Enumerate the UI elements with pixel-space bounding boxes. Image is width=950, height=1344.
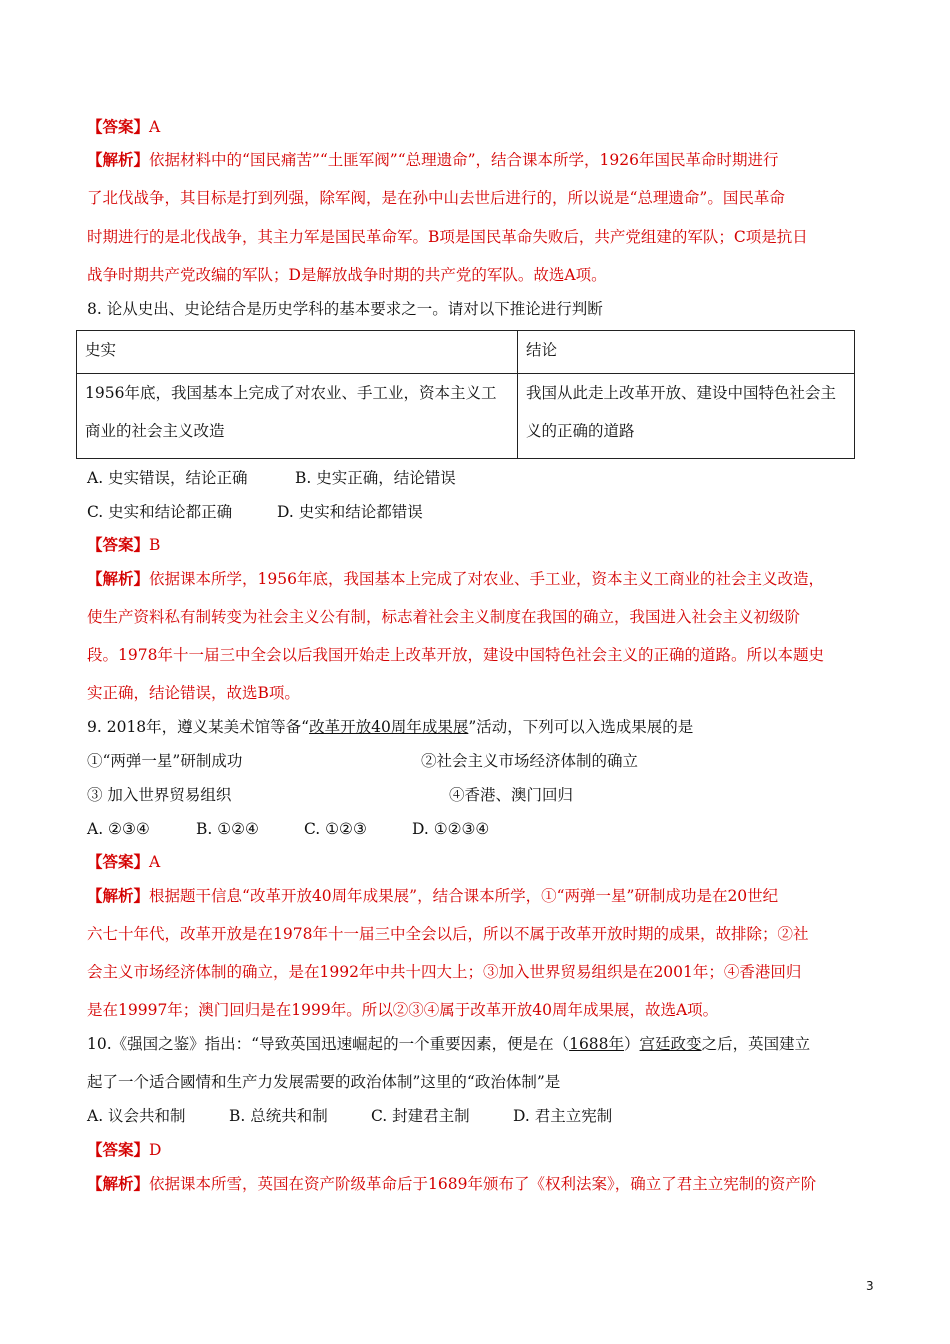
option-a[interactable]: A. 史实错误，结论正确	[87, 469, 248, 487]
q10-options	[87, 1106, 612, 1126]
answer-tag: 【答案】	[87, 852, 150, 871]
option-b[interactable]: B. 总统共和制	[229, 1107, 328, 1125]
option-a[interactable]: A. ②③④	[87, 820, 150, 838]
table-row	[77, 374, 855, 459]
page-number: 3	[866, 1279, 874, 1293]
q8-analysis-line-3: 段。1978年十一届三中全会以后我国开始走上改革开放，建设中国特色社会主义的正确的道路。所以本题史	[87, 646, 824, 664]
q10-stem-line-1: 10.《强国之鉴》指出：“导致英国迅速崛起的一个重要因素，便是在（1688年）宫廷政变之后，英国建立	[87, 1035, 811, 1053]
table-header-row	[77, 331, 855, 374]
q9-options	[87, 819, 489, 839]
table-header-fact: 史实	[77, 331, 518, 374]
item-3: ③ 加入世界贸易组织	[87, 786, 232, 804]
answer-tag: 【答案】	[87, 535, 150, 554]
table-header-conclusion: 结论	[518, 331, 855, 374]
analysis-tag: 【解析】	[87, 150, 150, 169]
q8-options-row-1	[87, 468, 456, 488]
q7-answer	[87, 117, 160, 137]
answer-tag: 【答案】	[87, 1140, 150, 1159]
underlined-year: 1688年	[569, 1035, 625, 1053]
q7-analysis-line-2: 了北伐战争，其目标是打到列强，除军阀，是在孙中山去世后进行的，所以说是“总理遗命”。国民革命	[87, 189, 785, 207]
option-b[interactable]: B. 史实正确，结论错误	[295, 469, 456, 487]
item-2: ②社会主义市场经济体制的确立	[421, 752, 639, 770]
underlined-event: 宫廷政变	[639, 1035, 702, 1053]
q9-items-row-2	[87, 785, 573, 805]
option-c[interactable]: C. ①②③	[304, 820, 367, 838]
q8-stem: 8. 论从史出、史论结合是历史学科的基本要求之一。请对以下推论进行判断	[87, 300, 603, 318]
item-4: ④香港、澳门回归	[449, 786, 574, 804]
q10-answer	[87, 1140, 161, 1160]
q10-analysis-line-1: 【解析】依据课本所雪，英国在资产阶级革命后于1689年颁布了《权利法案》，确立了君主立宪制的资产阶	[87, 1174, 817, 1193]
option-a[interactable]: A. 议会共和制	[87, 1107, 186, 1125]
analysis-tag: 【解析】	[87, 569, 150, 588]
table-cell-fact: 1956年底，我国基本上完成了对农业、手工业，资本主义工商业的社会主义改造	[77, 374, 518, 459]
q8-options-row-2	[87, 502, 423, 522]
q9-analysis-line-1: 【解析】根据题干信息“改革开放40周年成果展”，结合课本所学，①“两弹一星”研制成功是在20世纪	[87, 886, 779, 905]
q8-analysis-line-2: 使生产资料私有制转变为社会主义公有制，标志着社会主义制度在我国的确立，我国进入社会主义初级阶	[87, 608, 801, 626]
answer-value: A	[149, 853, 161, 871]
option-d[interactable]: D. 君主立宪制	[513, 1107, 613, 1125]
q7-analysis-line-4: 战争时期共产党改编的军队；D是解放战争时期的共产党的军队。故选A项。	[87, 266, 607, 284]
q8-table	[76, 330, 855, 459]
option-b[interactable]: B. ①②④	[196, 820, 259, 838]
item-1: ①“两弹一星”研制成功	[87, 752, 243, 770]
option-c[interactable]: C. 史实和结论都正确	[87, 503, 233, 521]
q9-items-row-1	[87, 751, 638, 771]
q8-analysis-line-4: 实正确，结论错误，故选B项。	[87, 684, 300, 702]
q9-analysis-line-4: 是在19997年；澳门回归是在1999年。所以②③④属于改革开放40周年成果展，故选A项。	[87, 1001, 719, 1019]
option-d[interactable]: D. 史实和结论都错误	[277, 503, 423, 521]
q8-answer	[87, 535, 160, 555]
q9-analysis-line-2: 六七十年代，改革开放是在1978年十一届三中全会以后，所以不属于改革开放时期的成果，故排除；②社	[87, 925, 809, 943]
answer-value: A	[149, 118, 161, 136]
q10-stem-line-2: 起了一个适合國情和生产力发展需要的政治体制”这里的“政治体制”是	[87, 1073, 561, 1091]
q9-analysis-line-3: 会主义市场经济体制的确立，是在1992年中共十四大上；③加入世界贸易组织是在2001年；④香港回归	[87, 963, 802, 981]
answer-value: B	[149, 536, 161, 554]
underlined-topic: 改革开放40周年成果展	[309, 718, 469, 736]
answer-tag: 【答案】	[87, 117, 150, 136]
q7-analysis-line-3: 时期进行的是北伐战争，其主力军是国民革命军。B项是国民革命失败后，共产党组建的军队；C项是抗日	[87, 228, 808, 246]
option-d[interactable]: D. ①②③④	[412, 820, 490, 838]
q7-analysis-line-1: 【解析】依据材料中的“国民痛苦”“土匪军阀”“总理遗命”，结合课本所学，1926年国民革命时期进行	[87, 150, 779, 169]
analysis-tag: 【解析】	[87, 1174, 150, 1193]
table-cell-conclusion: 我国从此走上改革开放、建设中国特色社会主义的正确的道路	[518, 374, 855, 459]
q9-stem: 9. 2018年，遵义某美术馆等备“改革开放40周年成果展”活动，下列可以入选成果展的是	[87, 718, 694, 736]
option-c[interactable]: C. 封建君主制	[371, 1107, 470, 1125]
answer-value: D	[149, 1141, 162, 1159]
q9-answer	[87, 852, 160, 872]
analysis-tag: 【解析】	[87, 886, 150, 905]
q8-analysis-line-1: 【解析】依据课本所学，1956年底，我国基本上完成了对农业、手工业，资本主义工商业的社会主义改造，	[87, 569, 824, 588]
